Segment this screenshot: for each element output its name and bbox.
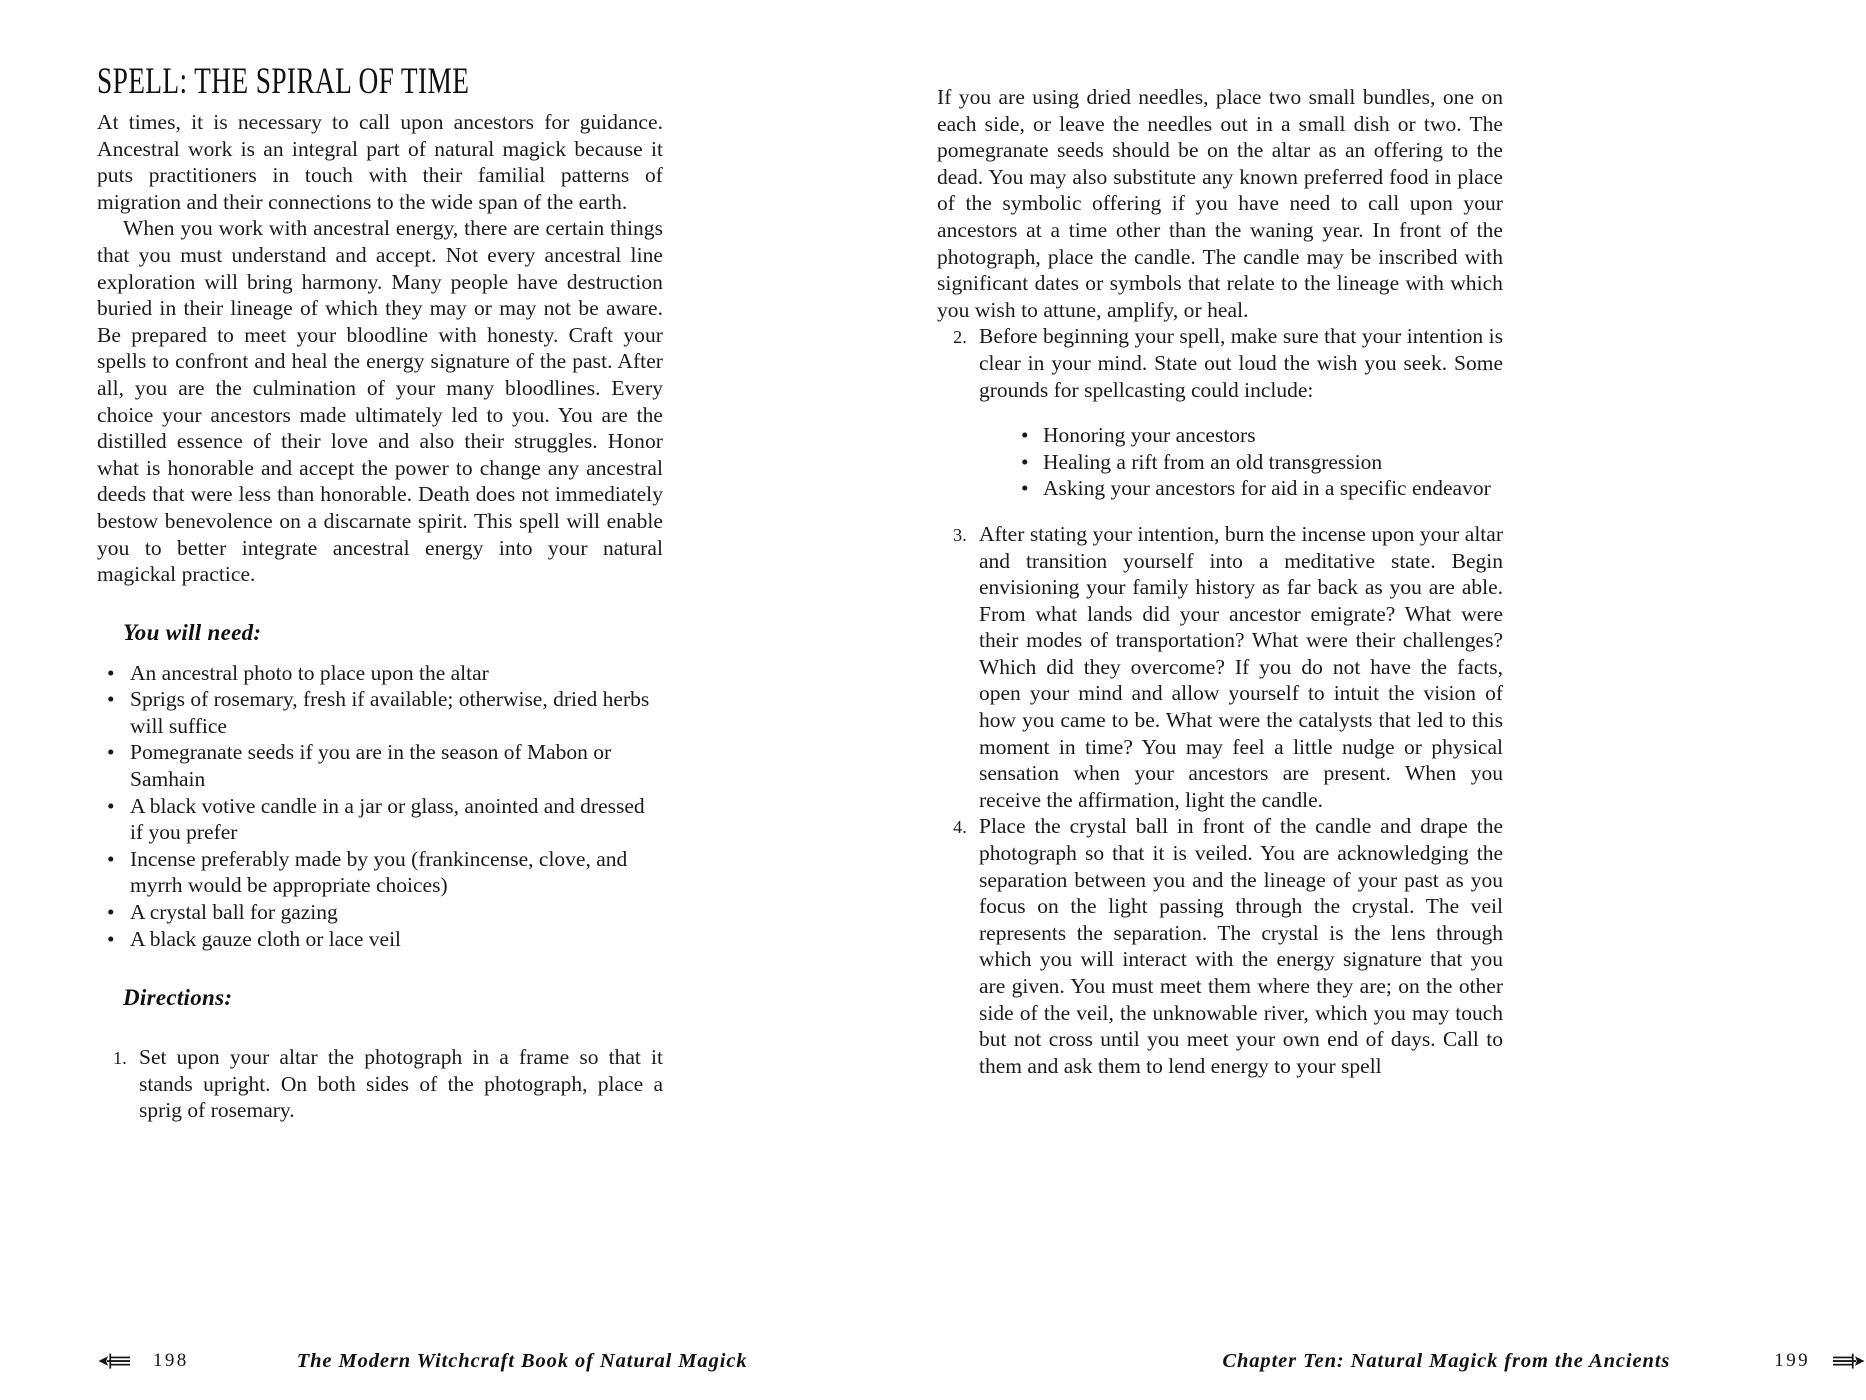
list-item-label: Asking your ancestors for aid in a specific endeavor xyxy=(1043,476,1491,501)
step-number: 3. xyxy=(953,524,967,545)
list-item xyxy=(101,686,663,739)
list-item xyxy=(1021,449,1503,476)
list-item xyxy=(101,739,663,792)
spacer xyxy=(97,1025,663,1044)
directions-list-continued xyxy=(937,323,1503,1079)
materials-list xyxy=(97,660,663,953)
list-item xyxy=(101,899,663,926)
bullet-icon: • xyxy=(107,793,115,818)
body-paragraph: If you are using dried needles, place two small bundles, one on each side, or leave the needles out in a small dish or two. The pomegranate seeds should be on the altar as an offering to the dead. You may also substitute any known preferred food in place of the symbolic offering if you have need to call upon your ancestors at a time other than the waning year. In front of the photograph, place the candle. The candle may be inscribed with significant dates or symbols that relate to the lineage with which you wish to attune, amplify, or heal. xyxy=(937,85,1503,322)
list-item xyxy=(1021,422,1503,449)
running-head: The Modern Witchcraft Book of Natural Magick xyxy=(296,1349,748,1372)
list-item-label: A black gauze cloth or lace veil xyxy=(130,926,402,951)
dart-ornament-icon xyxy=(97,1352,131,1370)
right-page-footer xyxy=(933,1322,1866,1400)
body-paragraph: When you work with ancestral energy, there are certain things that you must understand and accept. Not every ancestral line exploration will bring harmony. Many people have destruction buried in their lineage of which they may or may not be aware. Be prepared to meet your bloodline with honesty. Craft your spells to confront and heal the energy signature of the past. After all, you are the culmination of your many bloodlines. Every choice your ancestors made ultimately led to you. You are the distilled essence of their love and also their struggles. Honor what is honorable and accept the power to change any ancestral deeds that were less than honorable. Death does not immediately bestow benevolence on a discarnate spirit. This spell will enable you to better integrate ancestral energy into your natural magickal practice. xyxy=(97,216,663,587)
spellcasting-grounds-list xyxy=(979,422,1503,502)
list-item xyxy=(937,323,1503,502)
running-head: Chapter Ten: Natural Magick from the Ancients xyxy=(1222,1349,1671,1372)
list-item-label: Pomegranate seeds if you are in the season of Mabon or Samhain xyxy=(130,740,612,792)
step-text: Before beginning your spell, make sure that your intention is clear in your mind. State out loud the wish you seek. Some grounds for spellcasting could include: xyxy=(979,324,1503,402)
left-page-text-column xyxy=(97,63,663,1124)
list-item xyxy=(937,813,1503,1079)
step-number: 4. xyxy=(953,817,967,838)
step-text: Set upon your altar the photograph in a frame so that it stands upright. On both sides of the photograph, place a sprig of rosemary. xyxy=(139,1045,663,1123)
page-number: 198 xyxy=(153,1350,189,1371)
list-item xyxy=(101,660,663,687)
list-item-label: Incense preferably made by you (frankincense, clove, and myrrh would be appropriate choices) xyxy=(130,846,628,898)
list-item xyxy=(1021,475,1503,502)
list-item-label: Healing a rift from an old transgression xyxy=(1043,449,1383,474)
right-page-text-column xyxy=(937,84,1503,1079)
bullet-icon: • xyxy=(107,660,115,685)
materials-heading: You will need: xyxy=(123,619,262,645)
step-number: 1. xyxy=(113,1048,127,1069)
list-item-label: Sprigs of rosemary, fresh if available; otherwise, dried herbs will suffice xyxy=(130,687,650,738)
page-number: 199 xyxy=(1774,1350,1810,1371)
left-page-footer xyxy=(0,1322,1030,1400)
body-paragraph: At times, it is necessary to call upon ancestors for guidance. Ancestral work is an integral part of natural magick because it puts practitioners in touch with their familial patterns of migration and their connections to the wide span of the earth. xyxy=(97,110,663,214)
list-item xyxy=(101,793,663,846)
list-item xyxy=(937,521,1503,814)
step-text: Place the crystal ball in front of the candle and drape the photograph so that it is veiled. You are acknowledging the separation between you and the lineage of your past as you focus on the light passing through the crystal. The veil represents the separation. The crystal is the lens through which you will interact with the energy signature that you are given. You must meet them where they are; on the other side of the veil, the unknowable river, which you may touch but not cross until you meet your own end of days. Call to them and ask them to lend energy to your spell xyxy=(979,814,1503,1078)
directions-list xyxy=(97,1044,663,1124)
right-page xyxy=(933,0,1866,1400)
list-item-label: A crystal ball for gazing xyxy=(130,900,338,925)
bullet-icon: • xyxy=(107,846,115,871)
bullet-icon: • xyxy=(1021,449,1029,474)
page-title: SPELL: THE SPIRAL OF TIME xyxy=(97,61,470,102)
bullet-icon: • xyxy=(1021,423,1029,448)
list-item-label: Honoring your ancestors xyxy=(1043,423,1256,448)
step-number: 2. xyxy=(953,327,967,348)
list-item xyxy=(97,1044,663,1124)
bullet-icon: • xyxy=(107,687,115,712)
bullet-icon: • xyxy=(1021,476,1029,501)
directions-heading: Directions: xyxy=(123,985,233,1011)
step-text: After stating your intention, burn the incense upon your altar and transition yourself into a meditative state. Begin envisioning your family history as far back as you are able. From what lands did your ancestor emigrate? What were their modes of transportation? What were their challenges? Which did they overcome? If you do not have the facts, open your mind and allow yourself to intuit the vision of how you came to be. What were the catalysts that led to this moment in time? You may feel a little nudge or physical sensation when your ancestors are present. When you receive the affirmation, light the candle. xyxy=(979,521,1503,812)
list-item xyxy=(101,926,663,953)
dart-ornament-icon xyxy=(1832,1352,1866,1370)
bullet-icon: • xyxy=(107,900,115,925)
list-item xyxy=(101,846,663,899)
list-item-label: An ancestral photo to place upon the altar xyxy=(130,660,489,685)
bullet-icon: • xyxy=(107,926,115,951)
list-item-label: A black votive candle in a jar or glass, anointed and dressed if you prefer xyxy=(130,793,645,845)
bullet-icon: • xyxy=(107,740,115,765)
